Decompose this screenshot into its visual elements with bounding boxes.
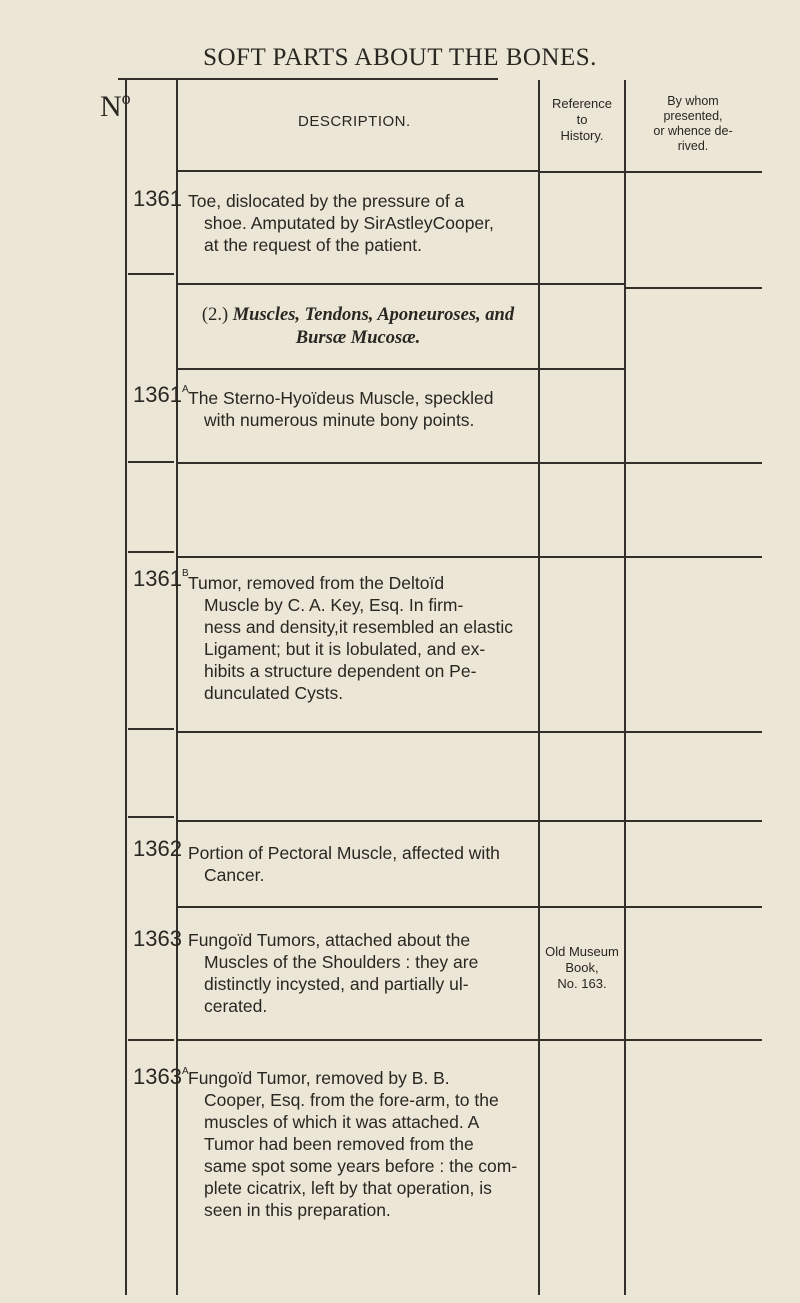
row-rule [626, 556, 762, 558]
entry-number: 1361 [133, 186, 182, 211]
row-rule [540, 906, 624, 908]
entry-description: The Sterno-Hyoïdeus Muscle, speckled with numerous minute bony points. [188, 388, 494, 430]
row-rule [128, 728, 174, 730]
row-rule [128, 273, 174, 275]
row-rule [178, 556, 538, 558]
row-rule [540, 820, 624, 822]
row-rule [540, 368, 624, 370]
header-rule [178, 170, 538, 172]
row-rule [128, 816, 174, 818]
row-rule [178, 462, 538, 464]
entry-number: $1361^B$ [133, 566, 189, 591]
entry-description: Toe, dislocated by the pressure of a shoe. Amputated by SirAstleyCooper, at the request of the patient. [188, 191, 494, 255]
row-rule [178, 820, 538, 822]
row-rule [540, 462, 624, 464]
row-rule [626, 1039, 762, 1041]
entry-description: Tumor, removed from the Deltoïd Muscle by C. A. Key, Esq. In firm- ness and density,it resembled an elastic Ligament; but it is lobulated, and ex- hibits a structure dependent on Pe- dunculated Cysts. [188, 573, 514, 703]
outer-left-border [125, 80, 127, 1295]
row-rule [178, 283, 538, 285]
row-rule [178, 731, 538, 733]
entry-reference: Old Museum Book, No. 163. [545, 944, 619, 991]
section-heading: (2.) Muscles, Tendons, Aponeuroses, and Bursæ Mucosæ. [201, 305, 515, 348]
row-rule [128, 551, 174, 553]
row-rule [128, 461, 174, 463]
column-header-presented-by: By whom presented, or whence de- rived. [653, 94, 733, 153]
row-rule [626, 731, 762, 733]
entry-description: Fungoïd Tumors, attached about the Muscles of the Shoulders : they are distinctly incysted, and partially ul- cerated. [188, 930, 479, 1016]
title-rule [118, 78, 498, 80]
row-rule [178, 368, 538, 370]
row-rule [128, 1039, 174, 1041]
row-rule [178, 1039, 538, 1041]
row-rule [540, 283, 624, 285]
entry-description: Fungoïd Tumor, removed by B. B. Cooper, Esq. from the fore-arm, to the muscles of which it was attached. A Tumor had been removed from the same spot some years before : the com- plete cicatrix, left by that operation, is seen in this preparation. [188, 1068, 518, 1220]
row-rule [540, 1039, 624, 1041]
row-rule [178, 906, 538, 908]
column-divider-by [624, 80, 626, 1295]
column-header-reference: Reference to History. [552, 96, 612, 143]
entry-number: 1363 [133, 926, 182, 951]
column-divider-ref [538, 80, 540, 1295]
entry-number: $1363^A$ [133, 1064, 189, 1089]
row-rule [540, 556, 624, 558]
column-header-description: DESCRIPTION. [298, 113, 411, 130]
column-header-no: $N^o$ [100, 88, 131, 123]
column-divider-left [176, 80, 178, 1295]
entry-description: Portion of Pectoral Muscle, affected with Cancer. [188, 843, 500, 885]
entry-number: 1362 [133, 836, 182, 861]
row-rule [540, 731, 624, 733]
entry-number: $1361^A$ [133, 382, 189, 407]
row-rule [626, 820, 762, 822]
row-rule [626, 462, 762, 464]
row-rule [626, 287, 762, 289]
row-rule [626, 906, 762, 908]
page-title: SOFT PARTS ABOUT THE BONES. [203, 44, 597, 71]
header-rule-right [540, 171, 762, 173]
